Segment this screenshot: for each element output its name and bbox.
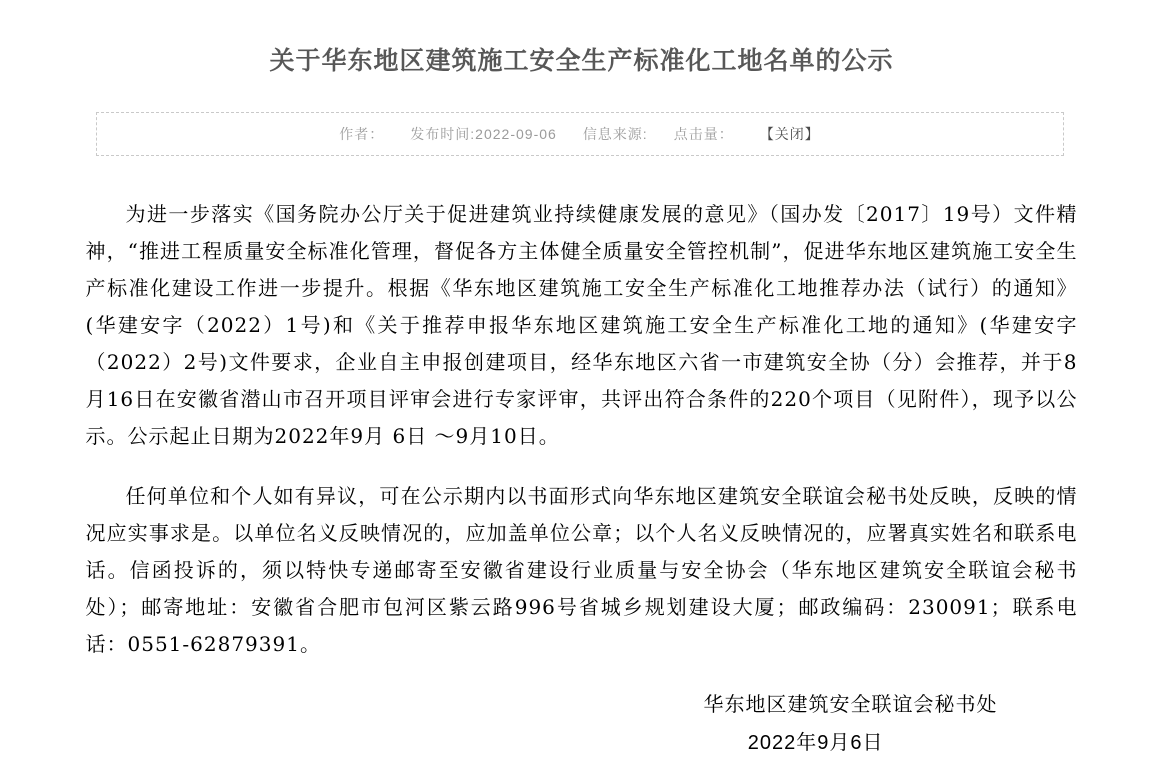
page-title: 关于华东地区建筑施工安全生产标准化工地名单的公示 [269, 47, 894, 75]
meta-publish-time: 发布时间:2022-09-06 [410, 126, 557, 142]
close-button[interactable]: 【关闭】 [759, 126, 820, 142]
meta-author-label: 作者： [339, 126, 385, 142]
meta-hits-label: 点击量： [673, 126, 734, 142]
meta-bar [96, 112, 1064, 156]
paragraph-1: 为进一步落实《国务院办公厅关于促进建筑业持续健康发展的意见》（国办发〔2017〕19号）文件精神，“推进工程质量安全标准化管理，督促各方主体健全质量安全管控机制”，促进华东地区建筑施工安全生产标准化建设工作进一步提升。根据《华东地区建筑施工安全生产标准化工地推荐办法（试行）的通知》(华建安字（2022）1号)和《关于推荐申报华东地区建筑施工安全生产标准化工地的通知》(华建安字（2022）2号)文件要求，企业自主申报创建项目，经华东地区六省一市建筑安全协（分）会推荐，并于8月16日在安徽省潜山市召开项目评审会进行专家评审，共评出符合条件的220个项目（见附件），现予以公示。公示起止日期为2022年9月 6日 ～9月10日。 [85, 202, 1078, 448]
paragraph-2: 任何单位和个人如有异议，可在公示期内以书面形式向华东地区建筑安全联谊会秘书处反映，反映的情况应实事求是。以单位名义反映情况的，应加盖单位公章；以个人名义反映情况的，应署真实姓名和联系电话。信函投诉的，须以特快专递邮寄至安徽省建设行业质量与安全协会（华东地区建筑安全联谊会秘书处）；邮寄地址：安徽省合肥市包河区紫云路996号省城乡规划建设大厦；邮政编码：230091；联系电话：0551-62879391。 [85, 484, 1078, 656]
meta-source-label: 信息来源: [582, 126, 648, 142]
signature-date: 2022年9月6日 [747, 732, 884, 754]
signature-block [86, 689, 1078, 759]
signature-org: 华东地区建筑安全联谊会秘书处 [703, 694, 998, 716]
announcement-page [86, 0, 1078, 759]
announcement-body [86, 196, 1078, 663]
